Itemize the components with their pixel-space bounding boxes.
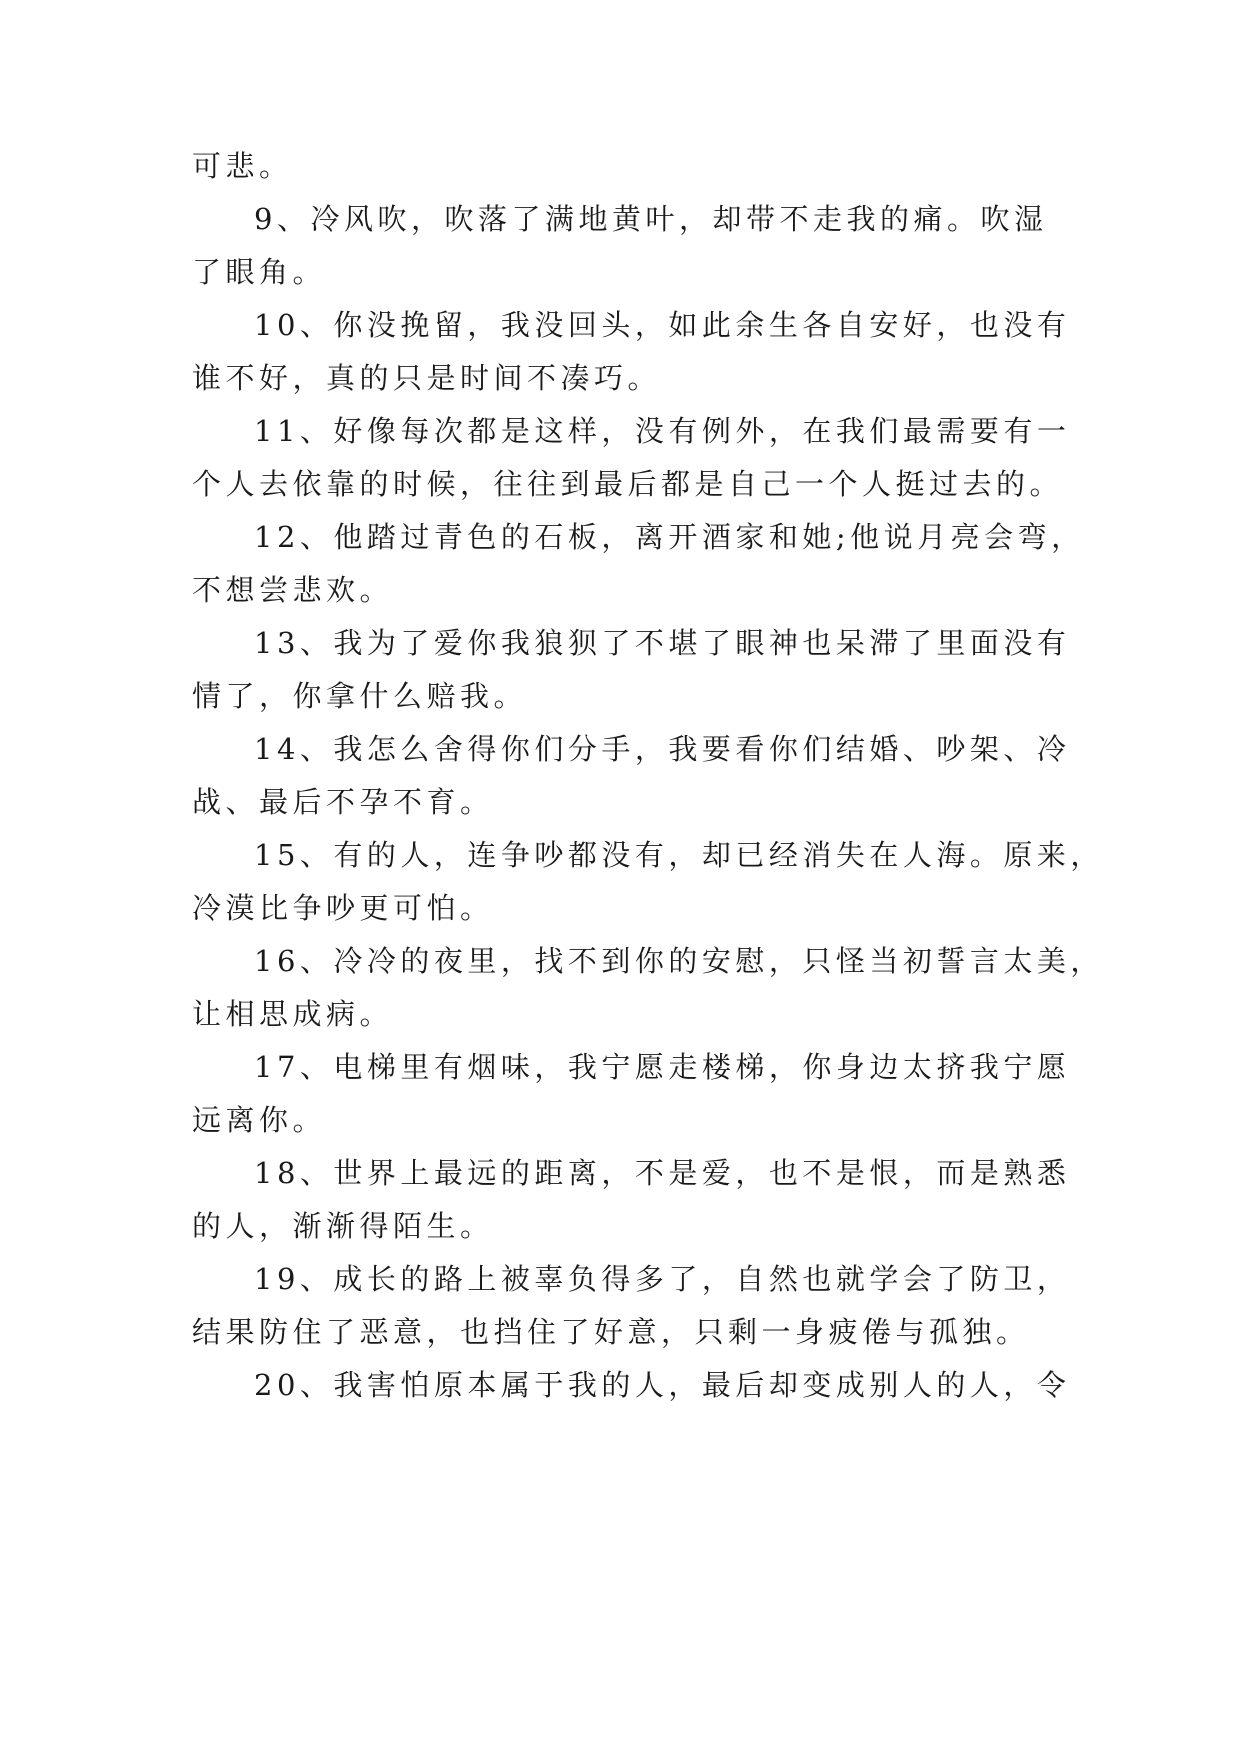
text-line: 结果防住了恶意，也挡住了好意，只剩一身疲倦与孤独。 xyxy=(192,1315,1030,1349)
text-line: 远离你。 xyxy=(192,1103,327,1137)
text-line: 可悲。 xyxy=(192,149,293,183)
text-line: 13、我为了爱你我狼狈了不堪了眼神也呆滞了里面没有 xyxy=(254,626,1071,660)
text-line: 10、你没挽留，我没回头，如此余生各自安好，也没有 xyxy=(254,308,1071,342)
text-line: 让相思成病。 xyxy=(192,997,394,1031)
text-line: 战、最后不孕不育。 xyxy=(192,785,494,819)
text-line: 17、电梯里有烟味，我宁愿走楼梯，你身边太挤我宁愿 xyxy=(254,1050,1071,1084)
text-line: 16、冷冷的夜里，找不到你的安慰，只怪当初誓言太美， xyxy=(254,944,1104,978)
text-line: 18、世界上最远的距离，不是爱，也不是恨，而是熟悉 xyxy=(254,1156,1071,1190)
text-line: 冷漠比争吵更可怕。 xyxy=(192,891,494,925)
text-line: 15、有的人，连争吵都没有，却已经消失在人海。原来， xyxy=(254,838,1104,872)
text-line: 了眼角。 xyxy=(192,255,327,289)
text-line: 的人，渐渐得陌生。 xyxy=(192,1209,494,1243)
text-line: 11、好像每次都是这样，没有例外，在我们最需要有一 xyxy=(254,414,1071,448)
text-line: 情了，你拿什么赔我。 xyxy=(192,679,528,713)
text-line: 12、他踏过青色的石板，离开酒家和她;他说月亮会弯， xyxy=(254,520,1085,554)
text-line: 不想尝悲欢。 xyxy=(192,573,394,607)
text-line: 谁不好，真的只是时间不凑巧。 xyxy=(192,361,662,395)
text-line: 个人去依靠的时候，往往到最后都是自己一个人挺过去的。 xyxy=(192,467,1064,501)
text-line: 19、成长的路上被辜负得多了，自然也就学会了防卫， xyxy=(254,1262,1071,1296)
text-line: 14、我怎么舍得你们分手，我要看你们结婚、吵架、冷 xyxy=(254,732,1071,766)
text-line: 9、冷风吹，吹落了满地黄叶，却带不走我的痛。吹湿 xyxy=(254,202,1048,236)
text-line: 20、我害怕原本属于我的人，最后却变成别人的人，令 xyxy=(254,1368,1071,1402)
